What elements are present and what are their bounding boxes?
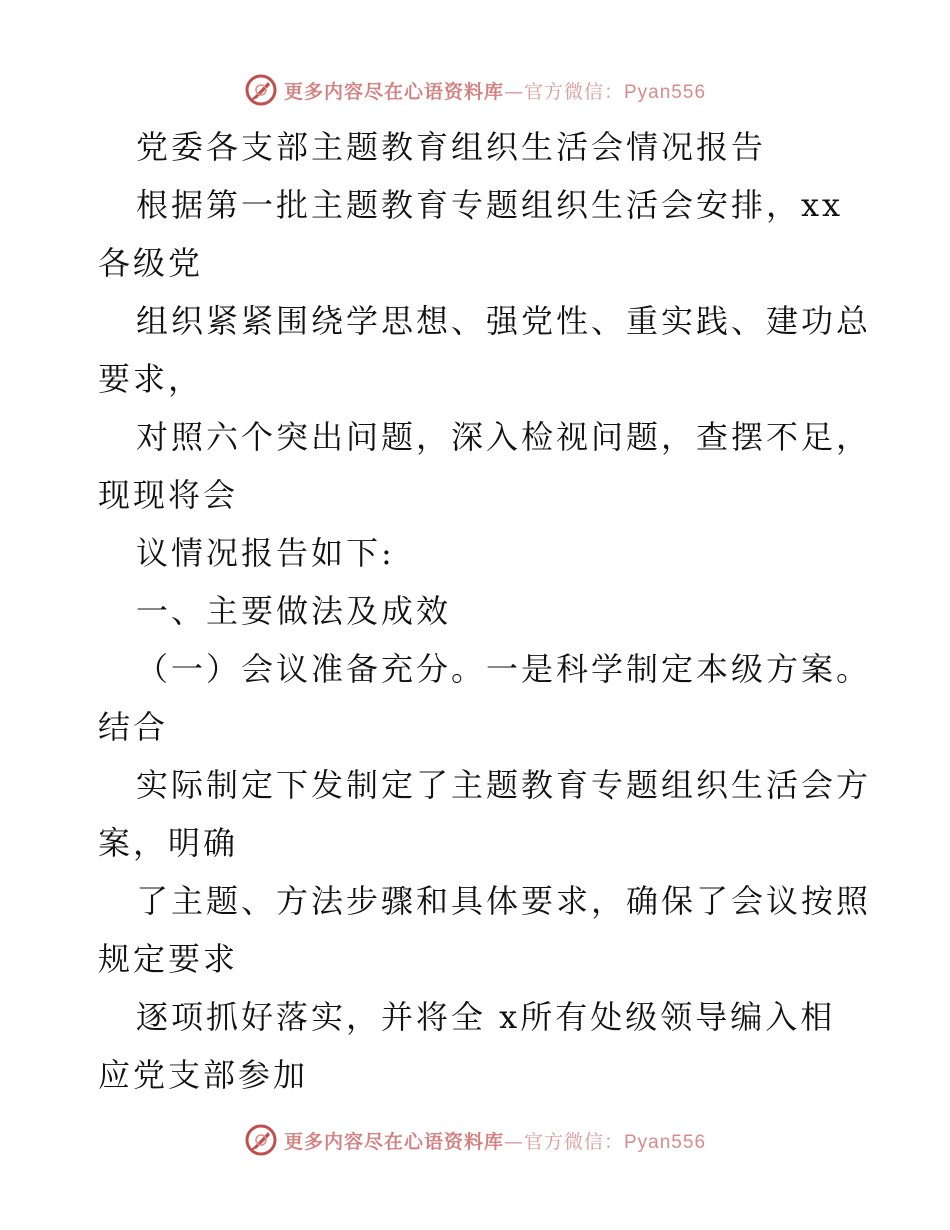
watermark-text: [284, 1127, 706, 1154]
text-line: （一）会议准备充分。一是科学制定本级方案。: [136, 650, 872, 688]
text-line: 了主题、方法步骤和具体要求，确保了会议按照: [136, 882, 872, 920]
watermark-brand: 更多内容尽在心语资料库: [283, 80, 504, 103]
text-line: 一、主要做法及成效: [136, 592, 452, 630]
watermark-separator: —: [503, 80, 524, 103]
header-watermark: [0, 70, 950, 110]
text-line: 结合: [98, 708, 169, 746]
watermark-brand: 更多内容尽在心语资料库: [283, 1130, 504, 1153]
watermark-separator: —: [503, 1130, 524, 1153]
text-line: 实际制定下发制定了主题教育专题组织生活会方: [136, 766, 872, 804]
text-line: 规定要求: [98, 940, 239, 978]
document-body: [98, 118, 872, 1104]
footer-watermark: [0, 1120, 950, 1160]
text-line: 案，明确: [98, 824, 239, 862]
text-line: 应党支部参加: [98, 1056, 309, 1094]
watermark-wechat-id: Pyan556: [624, 1131, 707, 1153]
text-line: 对照六个突出问题，深入检视问题，查摆不足，: [136, 418, 872, 456]
text-line: 逐项抓好落实，并将全 x所有处级领导编入相: [136, 998, 836, 1036]
watermark-wechat-id: Pyan556: [624, 81, 707, 103]
watermark-text: [284, 77, 706, 104]
text-line: 组织紧紧围绕学思想、强党性、重实践、建功总: [136, 302, 872, 340]
text-line: 根据第一批主题教育专题组织生活会安排，xx: [136, 186, 844, 224]
quill-logo-icon: [244, 1123, 278, 1157]
quill-logo-icon: [244, 73, 278, 107]
watermark-wechat-label: 官方微信：: [523, 80, 624, 103]
text-line: 各级党: [98, 244, 204, 282]
text-line: 现现将会: [98, 476, 239, 514]
watermark-wechat-label: 官方微信：: [523, 1130, 624, 1153]
document-title: 党委各支部主题教育组织生活会情况报告: [136, 128, 767, 166]
text-line: 要求，: [98, 360, 204, 398]
text-line: 议情况报告如下:: [136, 534, 395, 572]
